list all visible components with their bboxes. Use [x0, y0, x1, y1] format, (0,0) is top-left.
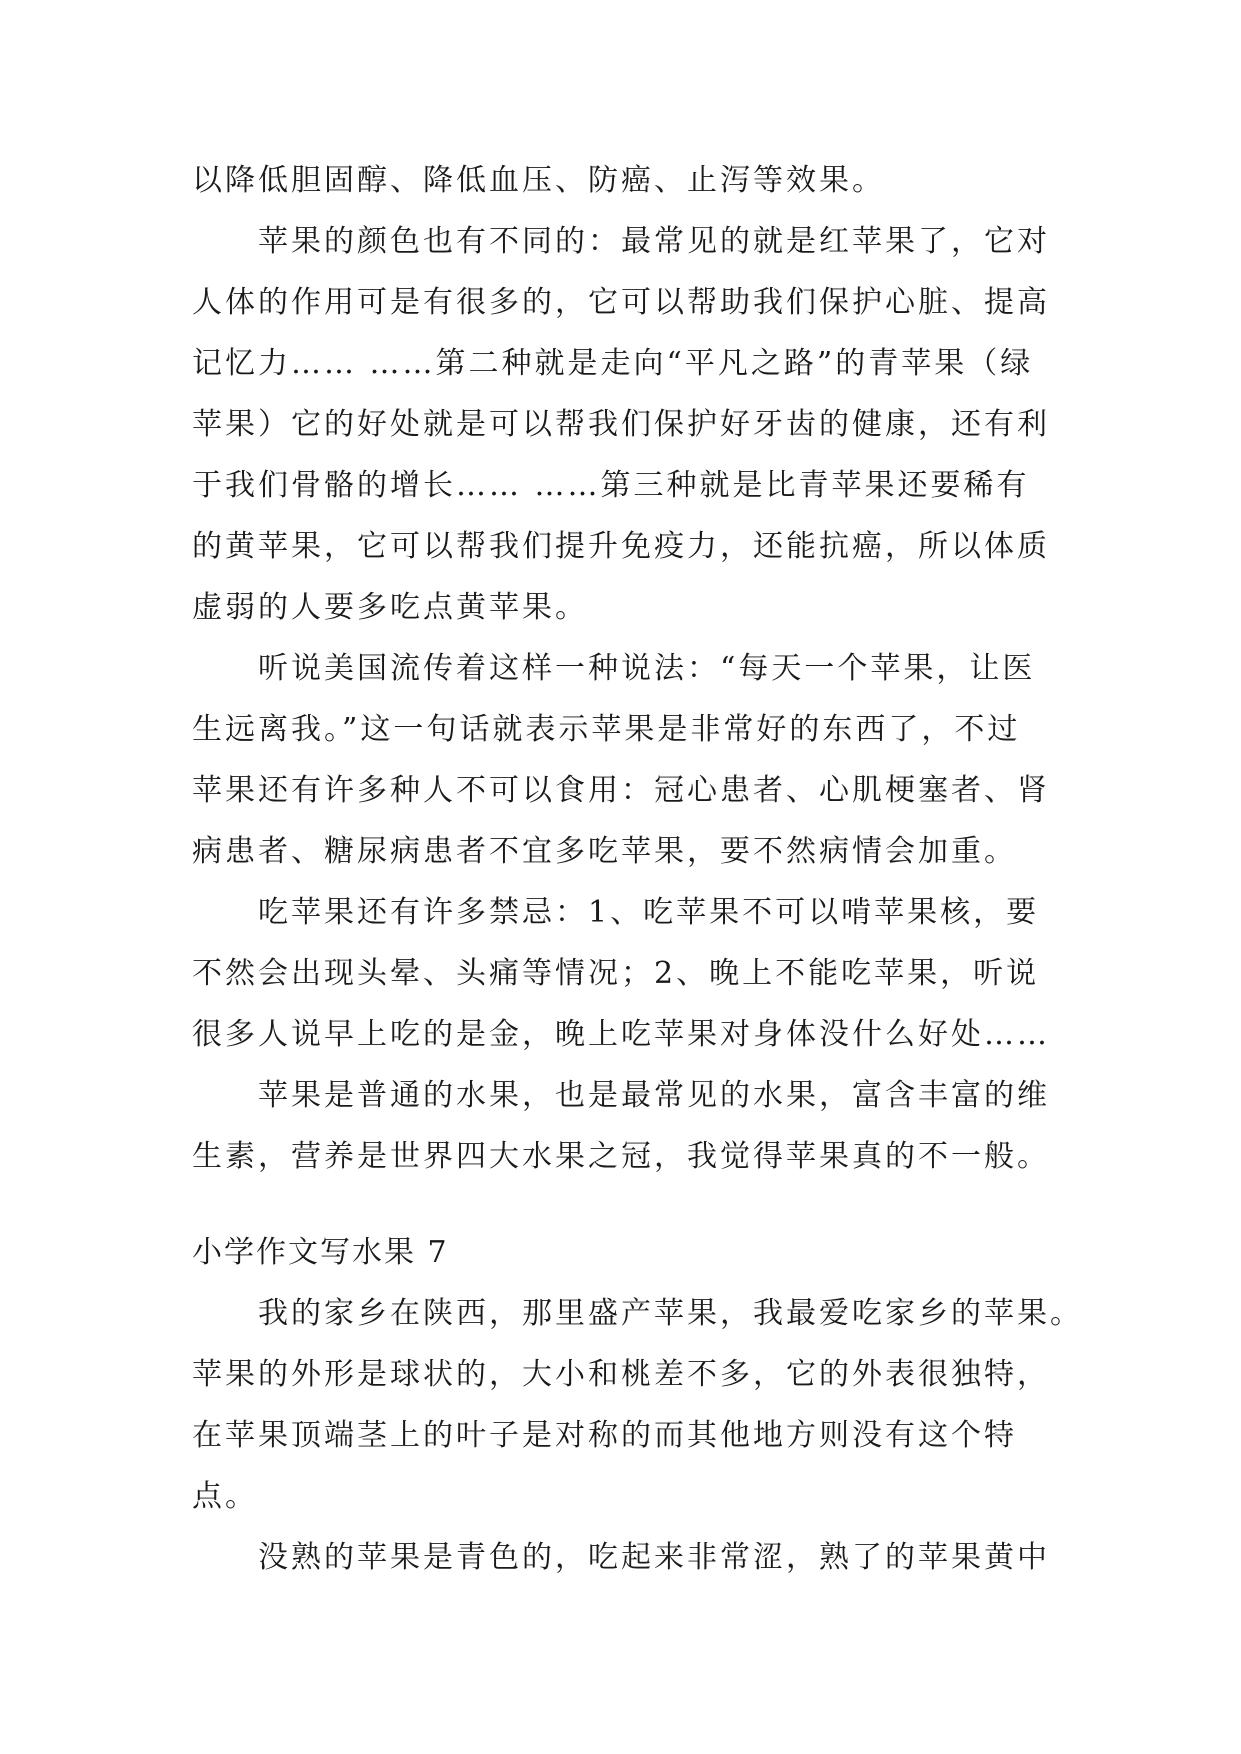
text-line: 苹果是普通的水果，也是最常见的水果，富含丰富的维 [192, 1078, 1050, 1113]
section-heading: 小学作文写水果 7 [192, 1235, 449, 1270]
text-line: 点。 [192, 1479, 258, 1514]
text-line: 很多人说早上吃的是金，晚上吃苹果对身体没什么好处…… [192, 1017, 1050, 1052]
text-line: 听说美国流传着这样一种说法：“每天一个苹果，让医 [192, 651, 1036, 686]
text-line: 不然会出现头晕、头痛等情况；2、晚上不能吃苹果，听说 [192, 956, 1040, 991]
text-line: 于我们骨骼的增长…… ……第三种就是比青苹果还要稀有 [192, 468, 1030, 503]
text-line: 虚弱的人要多吃点黄苹果。 [192, 590, 588, 625]
text-line: 我的家乡在陕西，那里盛产苹果，我最爱吃家乡的苹果。 [192, 1296, 1083, 1331]
text-line: 苹果的外形是球状的，大小和桃差不多，它的外表很独特， [192, 1357, 1050, 1392]
text-line: 苹果还有许多种人不可以食用：冠心患者、心肌梗塞者、肾 [192, 773, 1050, 808]
text-line: 生素，营养是世界四大水果之冠，我觉得苹果真的不一般。 [192, 1139, 1050, 1174]
text-line: 人体的作用可是有很多的，它可以帮助我们保护心脏、提高 [192, 285, 1050, 320]
text-line: 病患者、糖尿病患者不宜多吃苹果，要不然病情会加重。 [192, 834, 1017, 869]
text-line: 没熟的苹果是青色的，吃起来非常涩，熟了的苹果黄中 [192, 1540, 1050, 1575]
text-line: 吃苹果还有许多禁忌：1、吃苹果不可以啃苹果核，要 [192, 895, 1040, 930]
text-line: 在苹果顶端茎上的叶子是对称的而其他地方则没有这个特 [192, 1418, 1017, 1453]
text-line: 以降低胆固醇、降低血压、防癌、止泻等效果。 [192, 163, 885, 198]
text-line: 的黄苹果，它可以帮我们提升免疫力，还能抗癌，所以体质 [192, 529, 1050, 564]
text-line: 生远离我。”这一句话就表示苹果是非常好的东西了，不过 [192, 712, 1021, 747]
section-gap [192, 1187, 1092, 1222]
document-body [192, 150, 1092, 1588]
text-line: 苹果的颜色也有不同的：最常见的就是红苹果了，它对 [192, 224, 1050, 259]
text-line: 苹果）它的好处就是可以帮我们保护好牙齿的健康，还有利 [192, 407, 1050, 442]
text-line: 记忆力…… ……第二种就是走向“平凡之路”的青苹果（绿 [192, 346, 1034, 381]
